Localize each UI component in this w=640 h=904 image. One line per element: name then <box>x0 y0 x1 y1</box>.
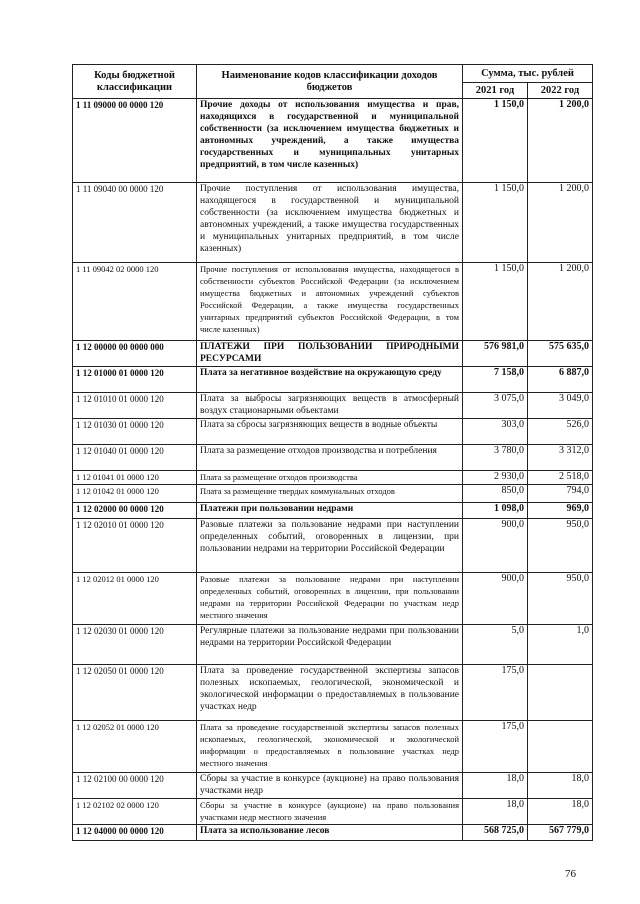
row-code: 1 12 01041 01 0000 120 <box>73 471 197 485</box>
row-name: Плата за размещение отходов производства <box>197 471 463 485</box>
row-name: Плата за размещение твердых коммунальных отходов <box>197 485 463 503</box>
row-code: 1 12 02012 01 0000 120 <box>73 573 197 625</box>
row-code: 1 12 01040 01 0000 120 <box>73 445 197 471</box>
row-name: Плата за проведение государственной экспертизы запасов полезных ископаемых, геологической, экономической и экологической информации о предоставляемых в пользование участках недр местного значения <box>197 721 463 773</box>
row-2022: 6 887,0 <box>528 367 593 393</box>
row-2021: 18,0 <box>463 773 528 799</box>
table-row <box>73 183 593 263</box>
table-row <box>73 419 593 445</box>
row-code: 1 12 02000 00 0000 120 <box>73 503 197 519</box>
header-names: Наименование кодов классификации доходов бюджетов <box>197 65 463 99</box>
row-code: 1 12 01030 01 0000 120 <box>73 419 197 445</box>
row-name: ПЛАТЕЖИ ПРИ ПОЛЬЗОВАНИИ ПРИРОДНЫМИ РЕСУРСАМИ <box>197 341 463 367</box>
table-row <box>73 825 593 841</box>
row-code: 1 12 02010 01 0000 120 <box>73 519 197 573</box>
row-name: Сборы за участие в конкурсе (аукционе) на право пользования участками недр местного значения <box>197 799 463 825</box>
table-row <box>73 503 593 519</box>
budget-revenue-table <box>72 64 593 841</box>
table-row <box>73 665 593 721</box>
table-row <box>73 625 593 665</box>
row-2021: 175,0 <box>463 665 528 721</box>
row-name: Плата за проведение государственной экспертизы запасов полезных ископаемых, геологической, экономической и экологической информации о предоставляемых в пользование участках недр <box>197 665 463 721</box>
table-row <box>73 471 593 485</box>
table-row <box>73 99 593 183</box>
table-row <box>73 721 593 773</box>
row-2022: 1 200,0 <box>528 263 593 341</box>
table-row <box>73 367 593 393</box>
row-code: 1 12 02050 01 0000 120 <box>73 665 197 721</box>
row-code: 1 12 02052 01 0000 120 <box>73 721 197 773</box>
table-row <box>73 393 593 419</box>
table-row <box>73 573 593 625</box>
row-2021: 1 150,0 <box>463 263 528 341</box>
row-code: 1 12 01000 01 0000 120 <box>73 367 197 393</box>
row-name: Прочие поступления от использования имущества, находящегося в государственной и муниципальной собственности (за исключением имущества бюджетных и автономных учреждений, а также имущества государственных и муниципальных унитарных предприятий, в том числе казенных) <box>197 183 463 263</box>
row-2021: 18,0 <box>463 799 528 825</box>
row-2022: 2 518,0 <box>528 471 593 485</box>
row-2022: 1 200,0 <box>528 99 593 183</box>
row-2021: 900,0 <box>463 573 528 625</box>
row-name: Разовые платежи за пользование недрами при наступлении определенных событий, оговоренных в лицензии, при пользовании недрами на территории Российской Федерации <box>197 519 463 573</box>
row-name: Платежи при пользовании недрами <box>197 503 463 519</box>
table-row <box>73 773 593 799</box>
row-2021: 5,0 <box>463 625 528 665</box>
row-2022 <box>528 665 593 721</box>
page-number: 76 <box>565 868 576 880</box>
row-2021: 1 098,0 <box>463 503 528 519</box>
row-name: Плата за негативное воздействие на окружающую среду <box>197 367 463 393</box>
row-2022: 567 779,0 <box>528 825 593 841</box>
row-code: 1 11 09000 00 0000 120 <box>73 99 197 183</box>
row-name: Прочие поступления от использования имущества, находящегося в собственности субъектов Российской Федерации (за исключением имущества бюджетных и автономных учреждений субъектов Российской Федерации, а также имущества государственных унитарных предприятий субъектов Российской Федерации, в том числе казенных) <box>197 263 463 341</box>
row-code: 1 12 02100 00 0000 120 <box>73 773 197 799</box>
row-code: 1 12 02030 01 0000 120 <box>73 625 197 665</box>
row-name: Прочие доходы от использования имущества и прав, находящихся в государственной и муниципальной собственности (за исключением имущества бюджетных и автономных учреждений, а также имущества государственных и муниципальных унитарных предприятий, в том числе казенных) <box>197 99 463 183</box>
row-2021: 1 150,0 <box>463 183 528 263</box>
header-codes: Коды бюджетной классификации <box>73 65 197 99</box>
row-2021: 2 930,0 <box>463 471 528 485</box>
row-code: 1 12 00000 00 0000 000 <box>73 341 197 367</box>
row-2021: 576 981,0 <box>463 341 528 367</box>
header-year-2021: 2021 год <box>463 83 528 99</box>
row-2021: 3 075,0 <box>463 393 528 419</box>
row-2022: 526,0 <box>528 419 593 445</box>
row-code: 1 12 01010 01 0000 120 <box>73 393 197 419</box>
row-name: Плата за выбросы загрязняющих веществ в атмосферный воздух стационарными объектами <box>197 393 463 419</box>
row-name: Плата за использование лесов <box>197 825 463 841</box>
row-2022: 1,0 <box>528 625 593 665</box>
row-2022: 950,0 <box>528 519 593 573</box>
row-code: 1 11 09042 02 0000 120 <box>73 263 197 341</box>
row-code: 1 12 01042 01 0000 120 <box>73 485 197 503</box>
table-row <box>73 485 593 503</box>
row-2022: 3 049,0 <box>528 393 593 419</box>
row-2022: 969,0 <box>528 503 593 519</box>
row-2022: 3 312,0 <box>528 445 593 471</box>
row-name: Сборы за участие в конкурсе (аукционе) на право пользования участками недр <box>197 773 463 799</box>
table-row <box>73 519 593 573</box>
row-2022: 950,0 <box>528 573 593 625</box>
table-row <box>73 263 593 341</box>
row-code: 1 12 02102 02 0000 120 <box>73 799 197 825</box>
header-year-2022: 2022 год <box>528 83 593 99</box>
row-name: Регулярные платежи за пользование недрами при пользовании недрами на территории Российской Федерации <box>197 625 463 665</box>
row-2022: 575 635,0 <box>528 341 593 367</box>
table-row <box>73 445 593 471</box>
row-code: 1 12 04000 00 0000 120 <box>73 825 197 841</box>
table-row <box>73 799 593 825</box>
row-2021: 7 158,0 <box>463 367 528 393</box>
row-2022: 794,0 <box>528 485 593 503</box>
row-code: 1 11 09040 00 0000 120 <box>73 183 197 263</box>
row-2022: 18,0 <box>528 799 593 825</box>
table-row <box>73 341 593 367</box>
header-sum: Сумма, тыс. рублей <box>463 65 593 83</box>
row-name: Плата за размещение отходов производства и потребления <box>197 445 463 471</box>
row-name: Плата за сбросы загрязняющих веществ в водные объекты <box>197 419 463 445</box>
row-name: Разовые платежи за пользование недрами при наступлении определенных событий, оговоренных в лицензии, при пользовании недрами на территории Российской Федерации по участкам недр местного значения <box>197 573 463 625</box>
row-2022: 1 200,0 <box>528 183 593 263</box>
row-2021: 900,0 <box>463 519 528 573</box>
row-2021: 850,0 <box>463 485 528 503</box>
row-2022 <box>528 721 593 773</box>
row-2021: 568 725,0 <box>463 825 528 841</box>
row-2021: 3 780,0 <box>463 445 528 471</box>
row-2021: 303,0 <box>463 419 528 445</box>
row-2021: 1 150,0 <box>463 99 528 183</box>
row-2022: 18,0 <box>528 773 593 799</box>
row-2021: 175,0 <box>463 721 528 773</box>
